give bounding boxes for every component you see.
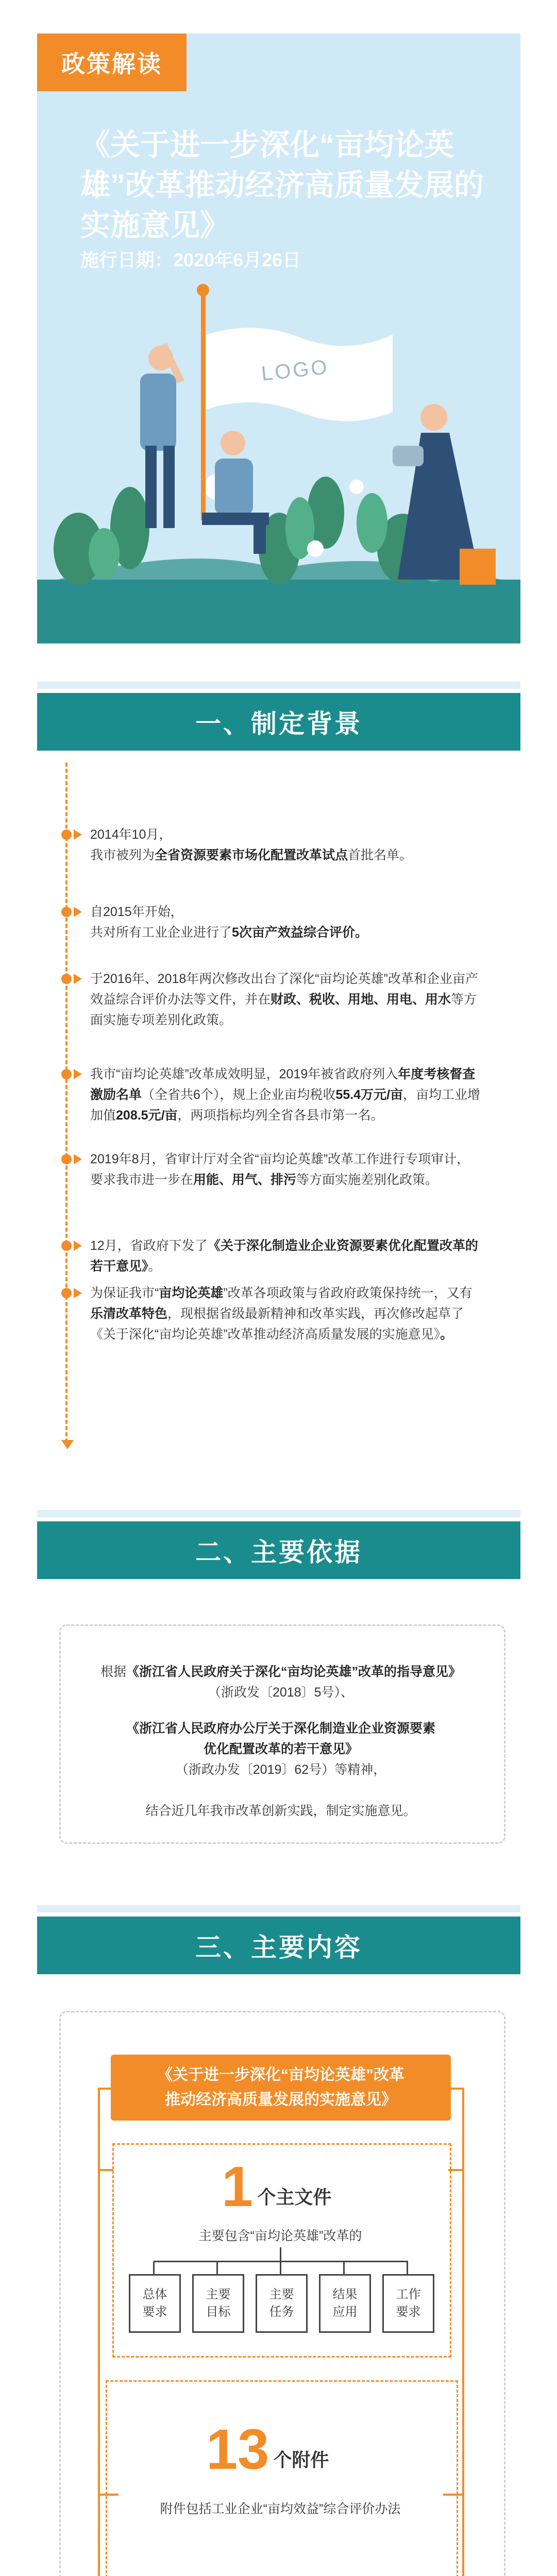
timeline-text: ，现根据省级最新精神和改革实践，再次修改起草了《关于深化“亩均论英雄”改革推动经济高质量发展的实施意见》 bbox=[90, 1307, 464, 1342]
basis-doc-number-1: （浙政发〔2018〕5号）、 bbox=[208, 1685, 354, 1700]
section-header-content bbox=[37, 1917, 520, 1974]
timeline-item bbox=[90, 1149, 482, 1190]
timeline-text: 我市“亩均论英雄”改革成效明显，2019年被省政府列入 bbox=[90, 1067, 398, 1081]
section-header-basis bbox=[37, 1521, 520, 1579]
timeline-text: 208.5元/亩 bbox=[116, 1108, 178, 1123]
hero-banner bbox=[37, 33, 520, 643]
main-item-box: 工作 要求 bbox=[382, 2274, 434, 2333]
timeline-text: 12月，省政府下发了 bbox=[90, 1239, 208, 1253]
policy-tag: 政策解读 bbox=[37, 33, 187, 91]
main-item-box: 主要 目标 bbox=[192, 2274, 244, 2333]
timeline-text: 共对所有工业企业进行了 bbox=[90, 925, 232, 940]
timeline-arrow-icon bbox=[74, 907, 82, 917]
timeline-arrow-icon bbox=[74, 1154, 82, 1164]
timeline-text: 亩均论英雄 bbox=[159, 1286, 224, 1300]
timeline-item bbox=[90, 902, 482, 943]
basis-paragraph-3: 结合近几年我市改革创新实践，制定实施意见。 bbox=[145, 1804, 416, 1818]
attachment-subtitle: 附件包括工业企业“亩均效益”综合评价办法 bbox=[160, 2502, 401, 2516]
timeline-text: 于2016年、2018年两次修改出台了深化“亩均论英雄”改革和企业亩产效益综合评价办法等文件，并在 bbox=[90, 972, 478, 1007]
timeline-item bbox=[90, 824, 482, 866]
timeline-text: 2014年10月， bbox=[90, 827, 172, 842]
timeline-text: 全省资源要素市场化配置改革试点 bbox=[155, 848, 348, 862]
timeline-text: 。 bbox=[440, 1327, 453, 1342]
timeline-text: 我市被列为 bbox=[90, 848, 155, 862]
timeline-dot bbox=[61, 1241, 72, 1251]
timeline-text: 用能、用气、排污 bbox=[193, 1173, 297, 1187]
timeline-end-arrow bbox=[61, 1440, 74, 1449]
timeline-text: ，亩均工业增加值 bbox=[90, 1088, 481, 1123]
timeline-text: ，两项指标均列全省各县市第一名。 bbox=[177, 1108, 384, 1123]
section-title: 三、主要内容 bbox=[195, 1933, 362, 1962]
attachment-box bbox=[106, 2380, 458, 2576]
timeline-text: 财政、税收、用地、用电、用水 bbox=[271, 992, 451, 1007]
timeline-text: 等方面实施差别化政策。 bbox=[296, 1173, 438, 1187]
timeline-arrow-icon bbox=[74, 1069, 82, 1079]
timeline-arrow-icon bbox=[74, 1288, 82, 1298]
timeline-text: 等方面实施专项差别化政策。 bbox=[90, 992, 477, 1027]
timeline-text: 乐清改革特色 bbox=[90, 1307, 168, 1321]
main-item-box: 结果 应用 bbox=[319, 2274, 371, 2333]
timeline-text: 。 bbox=[148, 1259, 161, 1274]
basis-doc-number-2: （浙政办发〔2019〕62号）等精神， bbox=[175, 1762, 386, 1777]
timeline-dot bbox=[61, 1154, 72, 1164]
section-title: 二、主要依据 bbox=[195, 1538, 362, 1567]
hero-title: 《关于进一步深化“亩均论英雄”改革推动经济高质量发展的实施意见》 bbox=[80, 128, 484, 242]
timeline-text: 55.4万元/亩 bbox=[335, 1088, 403, 1102]
timeline-dot bbox=[61, 907, 72, 917]
timeline-text: 首批名单。 bbox=[348, 848, 413, 862]
timeline-text: ”改革各项政策与省政府政策保持统一，又有 bbox=[223, 1286, 472, 1300]
timeline-arrow-icon bbox=[74, 1241, 82, 1251]
timeline-text: （全省共6个），规上企业亩均税收 bbox=[142, 1088, 336, 1102]
timeline-text: 自2015年开始， bbox=[90, 905, 183, 919]
timeline-dot bbox=[61, 1069, 72, 1079]
basis-paragraph-2: 《浙江省人民政府办公厅关于深化制造业企业资源要素 bbox=[126, 1721, 435, 1736]
timeline-item bbox=[90, 1235, 482, 1277]
main-item-box: 主要 任务 bbox=[256, 2274, 308, 2333]
section-header-background bbox=[37, 693, 520, 751]
timeline-item bbox=[90, 969, 482, 1030]
timeline-dot bbox=[61, 1288, 72, 1298]
main-items bbox=[129, 2262, 433, 2334]
main-file-count: 1 个主文件 bbox=[222, 2155, 332, 2218]
timeline-item bbox=[90, 1064, 482, 1126]
timeline-dot bbox=[61, 974, 72, 984]
section-title: 一、制定背景 bbox=[195, 709, 362, 738]
timeline-text: 为保证我市“ bbox=[90, 1286, 159, 1300]
main-document-title: 《关于进一步深化“亩均论英雄”改革 推动经济高质量发展的实施意见》 bbox=[111, 2055, 451, 2121]
timeline-arrow-icon bbox=[74, 829, 82, 840]
timeline-text: 年度考核督查激励名单 bbox=[90, 1067, 476, 1102]
effective-date: 施行日期：2020年6月26日 bbox=[80, 249, 301, 270]
main-file-subtitle: 主要包含“亩均论英雄”改革的 bbox=[198, 2229, 362, 2243]
timeline-arrow-icon bbox=[74, 974, 82, 984]
flag-logo-text: LOGO bbox=[260, 355, 330, 385]
timeline-item bbox=[90, 1283, 482, 1345]
timeline-dot bbox=[61, 829, 72, 840]
timeline-line bbox=[65, 762, 70, 1443]
basis-paragraph-1: 根据《浙江省人民政府关于深化“亩均论英雄”改革的指导意见》 bbox=[100, 1665, 462, 1679]
timeline-text: 5次亩产效益综合评价。 bbox=[232, 925, 368, 940]
main-item-box: 总体 要求 bbox=[129, 2274, 181, 2333]
basis-paragraph-2b: 优化配置改革的若干意见》 bbox=[203, 1742, 358, 1756]
attachment-count: 13 个附件 bbox=[206, 2418, 329, 2481]
timeline-text: 2019年8月，省审计厅对全省“亩均论英雄”改革工作进行专项审计，要求我市进一步在 bbox=[90, 1152, 470, 1187]
timeline-text: 《关于深化制造业企业资源要素优化配置改革的若干意见》 bbox=[90, 1239, 478, 1274]
